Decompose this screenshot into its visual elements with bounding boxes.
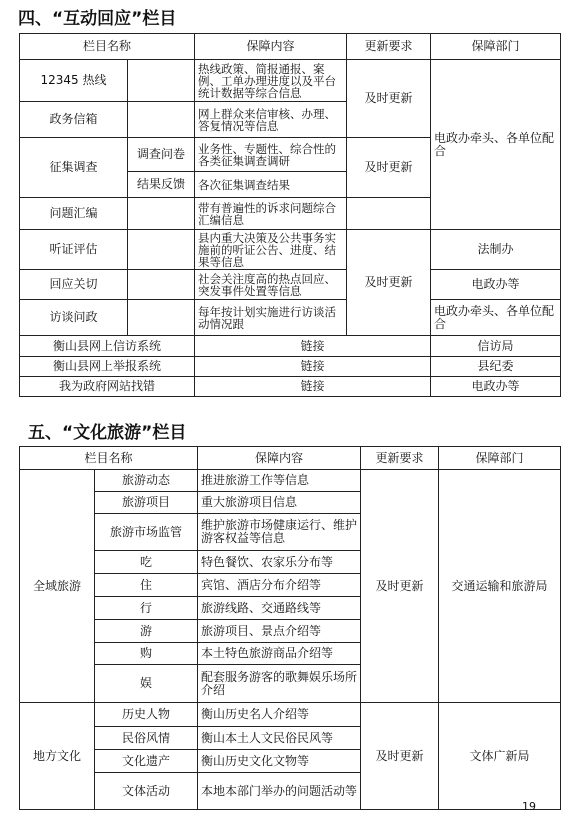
- row-dept: 电政办牵头、各单位配合: [431, 60, 561, 230]
- row-name: 衡山县网上信访系统: [20, 336, 195, 357]
- row-subname: 结果反馈: [128, 172, 195, 198]
- section5-table: [19, 446, 561, 810]
- group-name: 地方文化: [20, 703, 95, 810]
- row-name: 征集调查: [20, 138, 128, 198]
- row-subname: 娱: [95, 665, 198, 703]
- link-cell[interactable]: 链接: [195, 336, 431, 357]
- empty-cell: [347, 198, 431, 230]
- row-dept: 信访局: [431, 336, 561, 357]
- empty-cell: [128, 230, 195, 270]
- section4-table: [19, 33, 561, 397]
- col-header-name: 栏目名称: [20, 447, 198, 470]
- row-update: 及时更新: [347, 138, 431, 198]
- row-name: 问题汇编: [20, 198, 128, 230]
- table-row: [20, 60, 561, 102]
- row-content: 本地本部门举办的问题活动等: [198, 773, 361, 810]
- row-content: 各次征集调查结果: [195, 172, 347, 198]
- row-content: 带有普遍性的诉求问题综合汇编信息: [195, 198, 347, 230]
- link-cell[interactable]: 链接: [195, 357, 431, 377]
- col-header-name: 栏目名称: [20, 34, 195, 60]
- row-content: 重大旅游项目信息: [198, 492, 361, 514]
- col-header-dept: 保障部门: [431, 34, 561, 60]
- row-dept: 电政办等: [431, 377, 561, 397]
- row-content: 热线政策、简报通报、案例、工单办理进度以及平台统计数据等综合信息: [195, 60, 347, 102]
- group-dept: 交通运输和旅游局: [439, 470, 561, 703]
- row-content: 县内重大决策及公共事务实施前的听证公告、进度、结果等信息: [195, 230, 347, 270]
- row-dept: 县纪委: [431, 357, 561, 377]
- group-update: 及时更新: [361, 470, 439, 703]
- row-subname: 文化遗产: [95, 750, 198, 773]
- row-content: 每年按计划实施进行访谈活动情况跟: [195, 300, 347, 336]
- row-subname: 旅游市场监管: [95, 514, 198, 551]
- section5-heading: 五、“文化旅游”栏目: [28, 423, 187, 443]
- empty-cell: [128, 60, 195, 102]
- row-subname: 吃: [95, 551, 198, 574]
- row-content: 衡山本土人文民俗民风等: [198, 727, 361, 750]
- table-row: [20, 336, 561, 357]
- row-name: 政务信箱: [20, 102, 128, 138]
- col-header-content: 保障内容: [198, 447, 361, 470]
- col-header-update: 更新要求: [361, 447, 439, 470]
- row-update: 及时更新: [347, 230, 431, 336]
- row-subname: 游: [95, 620, 198, 643]
- table-row: [20, 270, 561, 300]
- group-dept: 文体广新局: [439, 703, 561, 810]
- row-subname: 旅游项目: [95, 492, 198, 514]
- row-subname: 住: [95, 574, 198, 597]
- table-row: [20, 377, 561, 397]
- empty-cell: [128, 198, 195, 230]
- table-row: [20, 300, 561, 336]
- row-name: 听证评估: [20, 230, 128, 270]
- row-content: 维护旅游市场健康运行、维护游客权益等信息: [198, 514, 361, 551]
- table-row: [20, 357, 561, 377]
- row-dept: 法制办: [431, 230, 561, 270]
- empty-cell: [128, 300, 195, 336]
- row-content: 旅游项目、景点介绍等: [198, 620, 361, 643]
- empty-cell: [128, 102, 195, 138]
- row-name: 我为政府网站找错: [20, 377, 195, 397]
- col-header-dept: 保障部门: [439, 447, 561, 470]
- row-name: 12345 热线: [20, 60, 128, 102]
- row-subname: 购: [95, 643, 198, 665]
- row-name: 衡山县网上举报系统: [20, 357, 195, 377]
- row-content: 配套服务游客的歌舞娱乐场所介绍: [198, 665, 361, 703]
- empty-cell: [128, 270, 195, 300]
- table-row: [20, 470, 561, 492]
- row-subname: 历史人物: [95, 703, 198, 727]
- row-content: 推进旅游工作等信息: [198, 470, 361, 492]
- row-content: 网上群众来信审核、办理、答复情况等信息: [195, 102, 347, 138]
- row-content: 宾馆、酒店分布介绍等: [198, 574, 361, 597]
- row-dept: 电政办等: [431, 270, 561, 300]
- table-row: [20, 703, 561, 727]
- row-dept: 电政办牵头、各单位配合: [431, 300, 561, 336]
- group-update: 及时更新: [361, 703, 439, 810]
- row-content: 衡山历史名人介绍等: [198, 703, 361, 727]
- row-content: 特色餐饮、农家乐分布等: [198, 551, 361, 574]
- group-name: 全域旅游: [20, 470, 95, 703]
- row-subname: 民俗风情: [95, 727, 198, 750]
- link-cell[interactable]: 链接: [195, 377, 431, 397]
- row-content: 业务性、专题性、综合性的各类征集调查调研: [195, 138, 347, 172]
- section4-heading: 四、“互动回应”栏目: [18, 9, 177, 29]
- row-name: 访谈问政: [20, 300, 128, 336]
- col-header-content: 保障内容: [195, 34, 347, 60]
- row-name: 回应关切: [20, 270, 128, 300]
- row-update: 及时更新: [347, 60, 431, 138]
- row-subname: 调查问卷: [128, 138, 195, 172]
- row-content: 衡山历史文化文物等: [198, 750, 361, 773]
- row-content: 本土特色旅游商品介绍等: [198, 643, 361, 665]
- row-content: 旅游线路、交通路线等: [198, 597, 361, 620]
- col-header-update: 更新要求: [347, 34, 431, 60]
- page-number: 19: [522, 800, 536, 813]
- row-subname: 行: [95, 597, 198, 620]
- row-subname: 文体活动: [95, 773, 198, 810]
- row-subname: 旅游动态: [95, 470, 198, 492]
- table-row: [20, 230, 561, 270]
- row-content: 社会关注度高的热点回应、突发事件处置等信息: [195, 270, 347, 300]
